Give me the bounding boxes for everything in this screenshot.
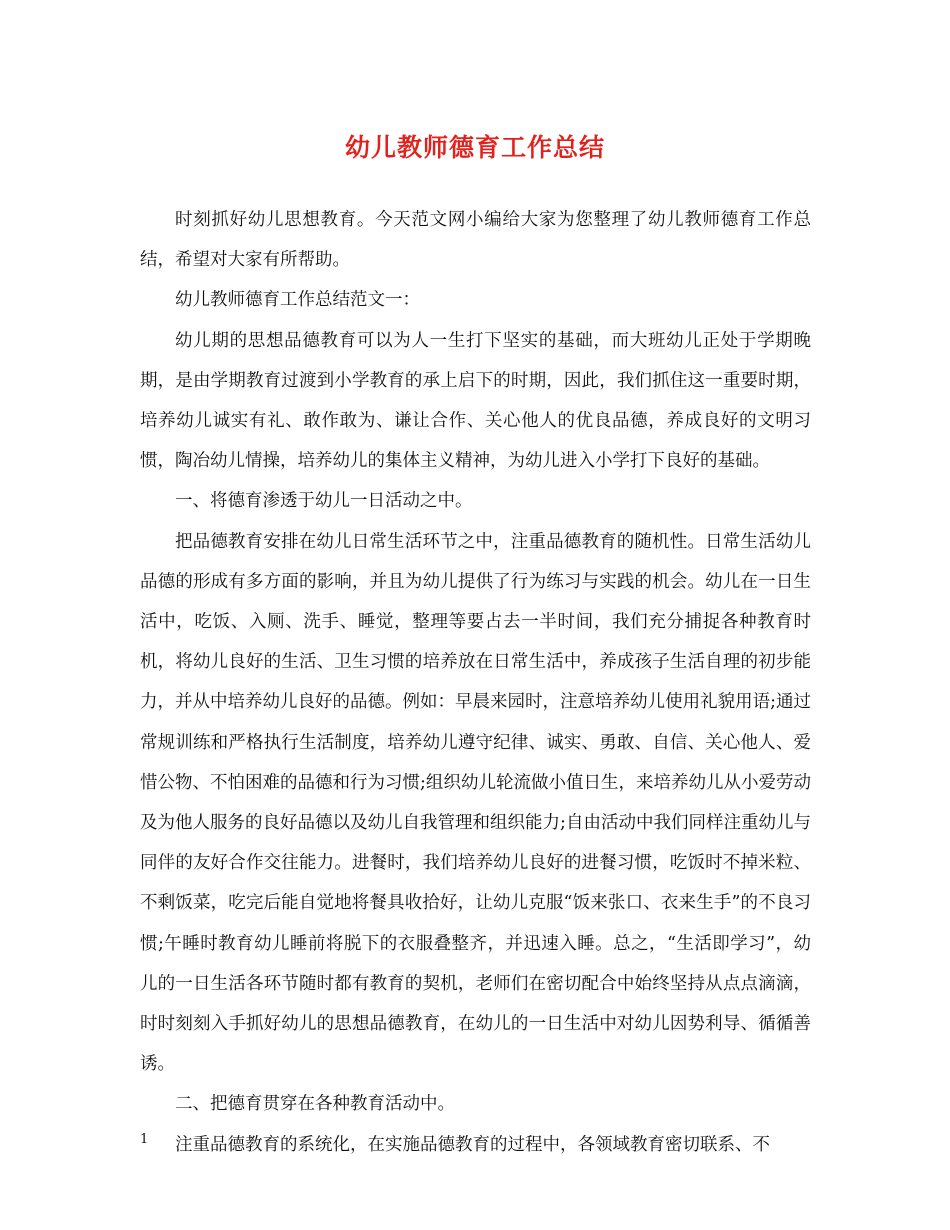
body-paragraph: 幼儿期的思想品德教育可以为人一生打下坚实的基础，而大班幼儿正处于学期晚期，是由学期教育过渡到小学教育的承上启下的时期，因此，我们抓住这一重要时期，培养幼儿诚实有礼、敢作敢为、谦让合作、关心他人的优良品德，养成良好的文明习惯，陶冶幼儿情操，培养幼儿的集体主义精神，为幼儿进入小学打下良好的基础。 bbox=[140, 330, 811, 472]
sample-heading: 幼儿教师德育工作总结范文一： bbox=[175, 290, 420, 311]
body-paragraph: 注重品德教育的系统化，在实施品德教育的过程中，各领域教育密切联系、不 bbox=[175, 1134, 770, 1155]
document-body bbox=[140, 200, 811, 1165]
section-heading-2: 二、把德育贯穿在各种教育活动中。 bbox=[175, 1094, 455, 1115]
page-number: 1 bbox=[140, 1132, 149, 1147]
document-title: 幼儿教师德育工作总结 bbox=[344, 133, 605, 162]
intro-paragraph: 时刻抓好幼儿思想教育。今天范文网小编给大家为您整理了幼儿教师德育工作总结，希望对大家有所帮助。 bbox=[140, 210, 811, 271]
section-heading-1: 一、将德育渗透于幼儿一日活动之中。 bbox=[175, 491, 473, 512]
body-paragraph: 把品德教育安排在幼儿日常生活环节之中，注重品德教育的随机性。日常生活幼儿品德的形成有多方面的影响，并且为幼儿提供了行为练习与实践的机会。幼儿在一日生活中，吃饭、入厕、洗手、睡觉，整理等要占去一半时间，我们充分捕捉各种教育时机，将幼儿良好的生活、卫生习惯的培养放在日常生活中，养成孩子生活自理的初步能力，并从中培养幼儿良好的品德。例如：早晨来园时，注意培养幼儿使用礼貌用语;通过常规训练和严格执行生活制度，培养幼儿遵守纪律、诚实、勇敢、自信、关心他人、爱惜公物、不怕困难的品德和行为习惯;组织幼儿轮流做小值日生，来培养幼儿从小爱劳动及为他人服务的良好品德以及幼儿自我管理和组织能力;自由活动中我们同样注重幼儿与同伴的友好合作交往能力。进餐时，我们培养幼儿良好的进餐习惯，吃饭时不掉米粒、不剩饭菜，吃完后能自觉地将餐具收拾好，让幼儿克服“饭来张口、衣来生手”的不良习惯;午睡时教育幼儿睡前将脱下的衣服叠整齐，并迅速入睡。总之，“生活即学习”，幼儿的一日生活各环节随时都有教育的契机，老师们在密切配合中始终坚持从点点滴滴，时时刻刻入手抓好幼儿的思想品德教育，在幼儿的一日生活中对幼儿因势利导、循循善诱。 bbox=[140, 531, 811, 1075]
